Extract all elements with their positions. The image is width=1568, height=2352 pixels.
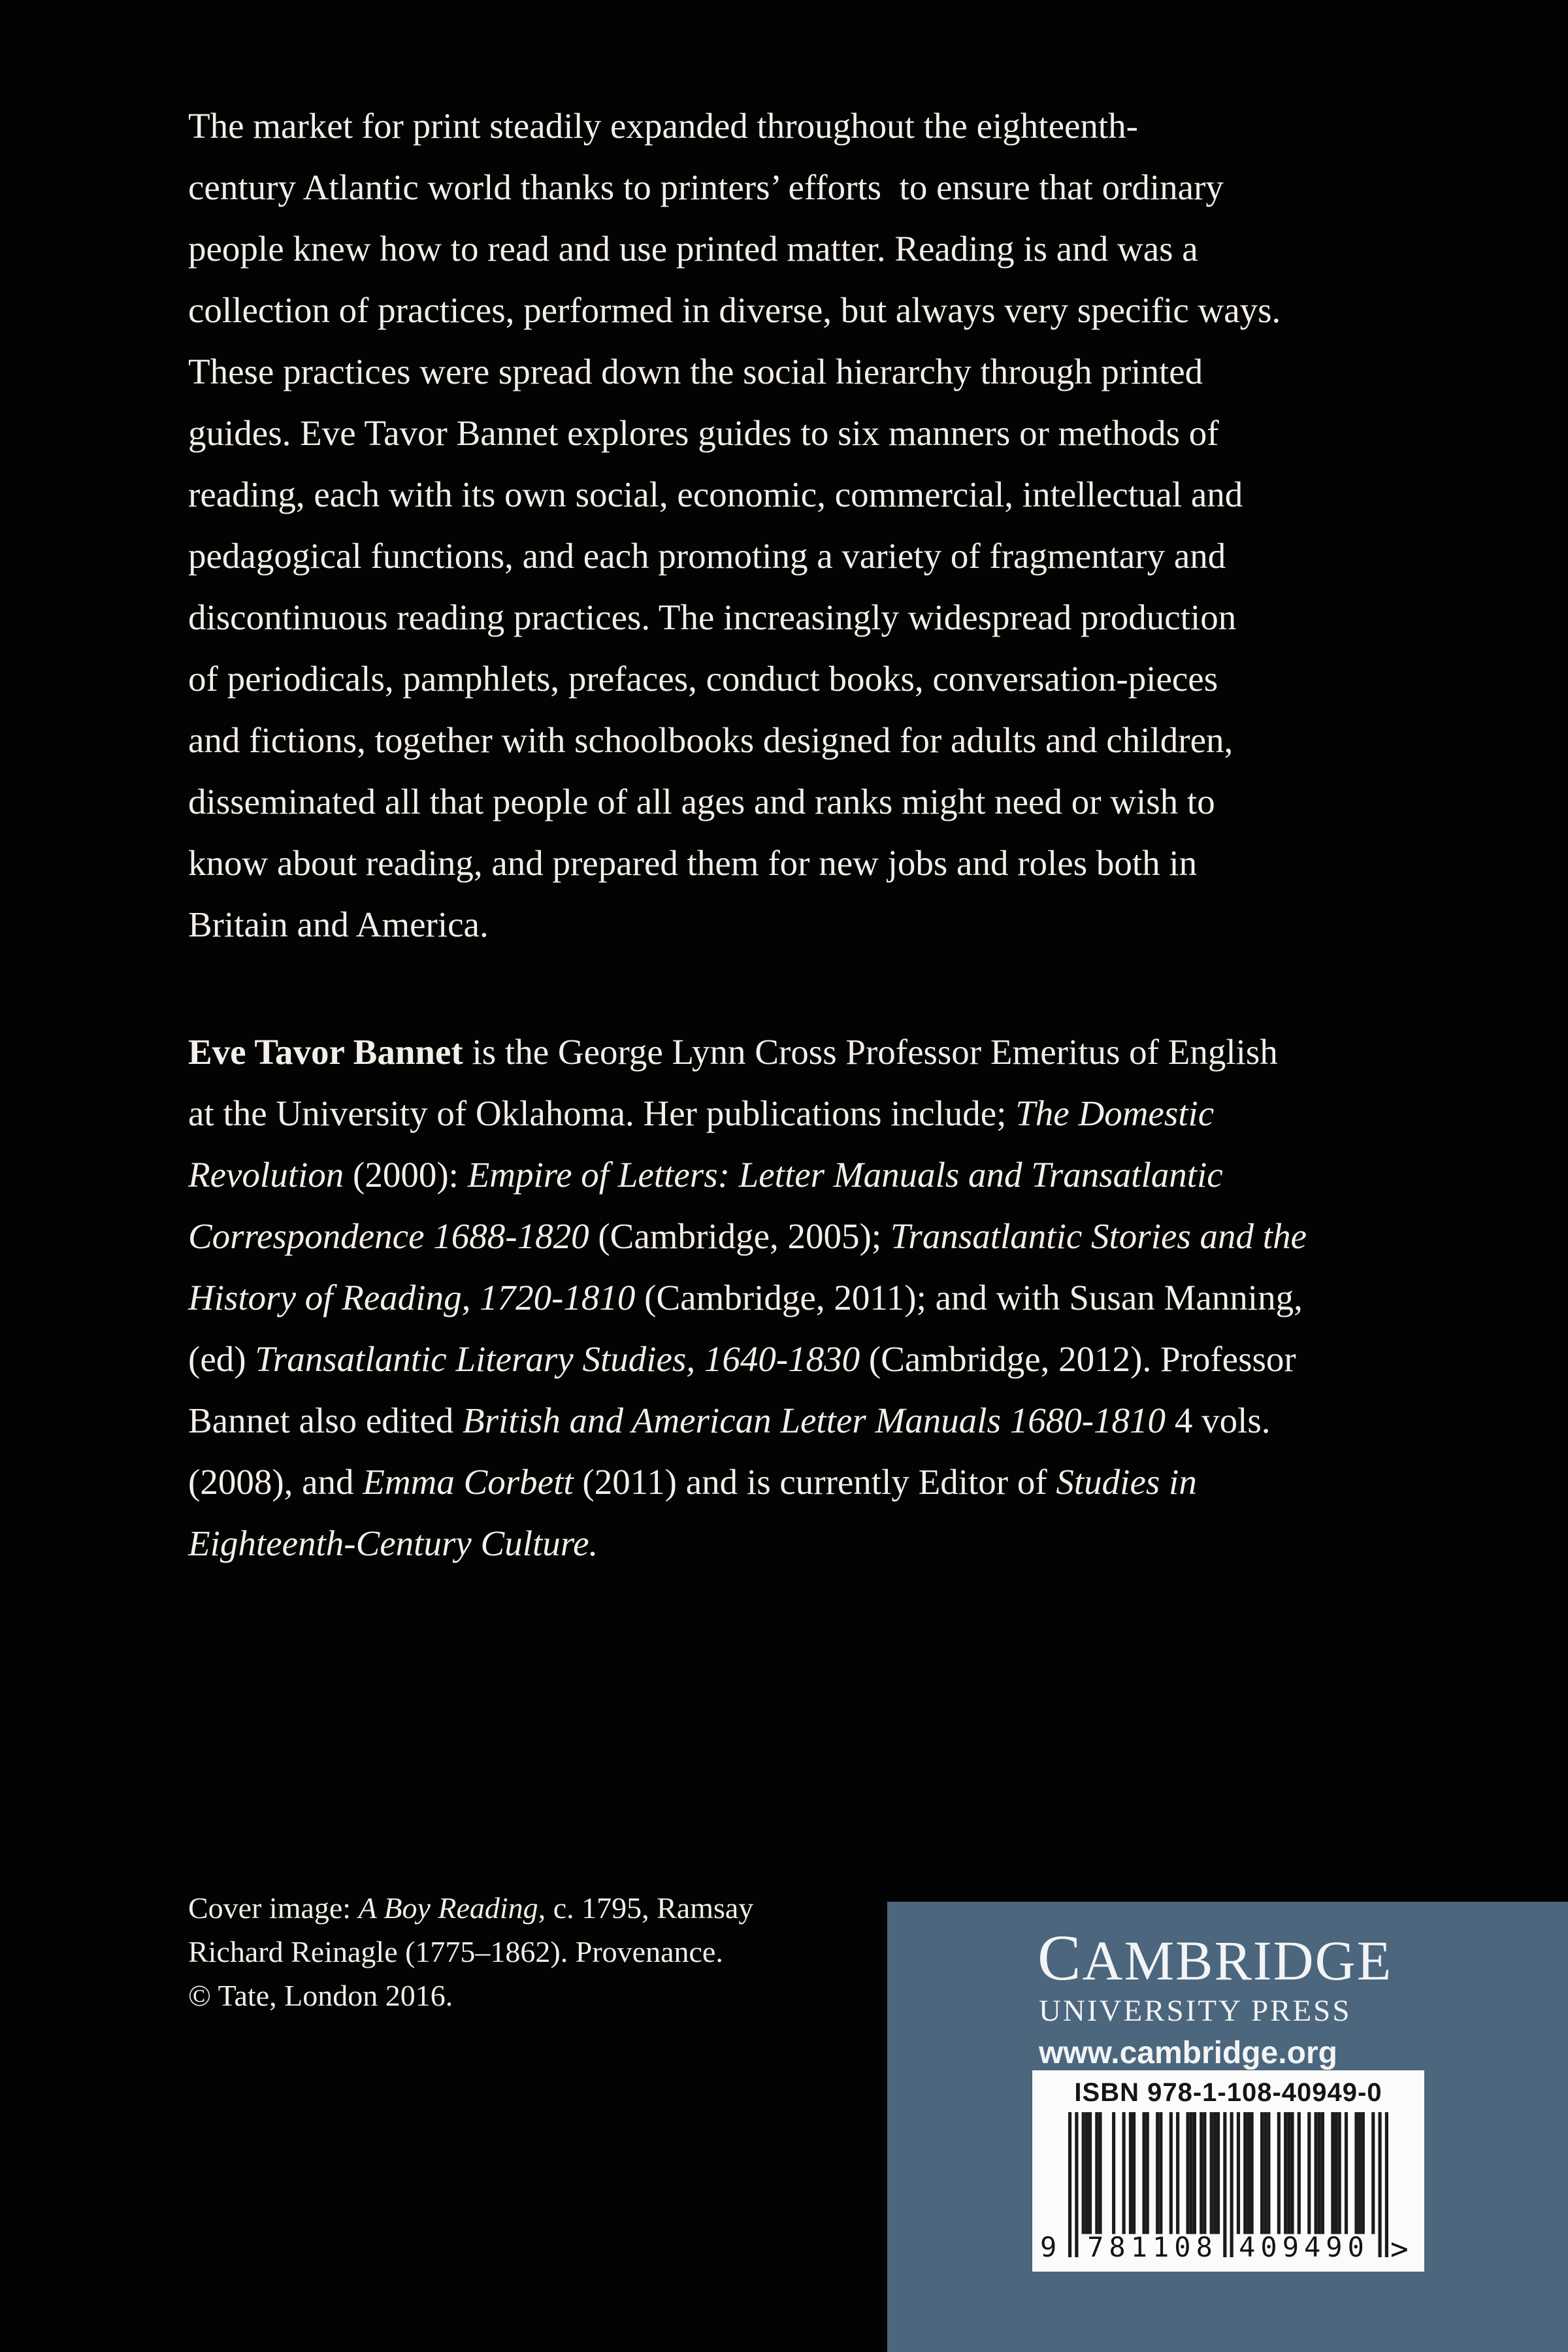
text-line: disseminated all that people of all ages and ranks might need or wish to <box>188 782 1215 821</box>
barcode-digits-right: 409490 <box>1239 2231 1369 2263</box>
text-line: pedagogical functions, and each promoting a variety of fragmentary and <box>188 536 1226 576</box>
publisher-panel <box>887 1902 1568 2352</box>
text-line: (2008), and Emma Corbett (2011) and is currently Editor of Studies in <box>188 1462 1197 1502</box>
text-line: guides. Eve Tavor Bannet explores guides to six manners or methods of <box>188 413 1219 453</box>
text-line: Eighteenth-Century Culture. <box>188 1523 598 1563</box>
publisher-website: www.cambridge.org <box>1039 2036 1337 2070</box>
text-line: discontinuous reading practices. The increasingly widespread production <box>188 597 1237 637</box>
text-line: History of Reading, 1720-1810 (Cambridge, 2011); and with Susan Manning, <box>188 1278 1303 1317</box>
text-line: Eve Tavor Bannet is the George Lynn Cross Professor Emeritus of English <box>188 1032 1278 1072</box>
text-line: Bannet also edited British and American Letter Manuals 1680-1810 4 vols. <box>188 1400 1271 1440</box>
text-line: people knew how to read and use printed matter. Reading is and was a <box>188 229 1198 269</box>
text-line: and fictions, together with schoolbooks designed for adults and children, <box>188 720 1233 760</box>
author-bio-paragraph <box>188 1021 1307 1574</box>
text-line: century Atlantic world thanks to printers’ efforts to ensure that ordinary <box>188 167 1224 207</box>
text-line: The market for print steadily expanded throughout the eighteenth- <box>188 106 1138 146</box>
text-line: reading, each with its own social, economic, commercial, intellectual and <box>188 474 1243 514</box>
barcode-digit-first: 9 <box>1040 2231 1057 2263</box>
cambridge-wordmark: CAMBRIDGE <box>1037 1921 1393 1994</box>
text-line: of periodicals, pamphlets, prefaces, conduct books, conversation-pieces <box>188 659 1218 699</box>
barcode-digits-left: 781108 <box>1087 2231 1218 2263</box>
isbn-barcode-block <box>1032 2070 1424 2272</box>
barcode-supplement-mark: > <box>1390 2231 1409 2266</box>
text-line: know about reading, and prepared them for new jobs and roles both in <box>188 843 1198 883</box>
isbn-number: ISBN 978-1-108-40949-0 <box>1074 2078 1382 2107</box>
text-line: (ed) Transatlantic Literary Studies, 1640-1830 (Cambridge, 2012). Professor <box>188 1339 1296 1379</box>
text-line: Cover image: A Boy Reading, c. 1795, Ramsay <box>188 1891 754 1925</box>
text-line: collection of practices, performed in diverse, but always very specific ways. <box>188 290 1281 330</box>
cover-image-credit <box>188 1886 753 2017</box>
text-line: at the University of Oklahoma. Her publications include; The Domestic <box>188 1093 1215 1133</box>
text-line: Correspondence 1688-1820 (Cambridge, 2005); Transatlantic Stories and the <box>188 1216 1307 1256</box>
text-line: Richard Reinagle (1775–1862). Provenance. <box>188 1935 723 1968</box>
text-line: These practices were spread down the social hierarchy through printed <box>188 352 1203 391</box>
text-line: Britain and America. <box>188 904 489 944</box>
synopsis-paragraph <box>188 95 1281 955</box>
university-press-wordmark: UNIVERSITY PRESS <box>1039 1994 1352 2028</box>
text-line: © Tate, London 2016. <box>188 1979 453 2012</box>
text-line: Revolution (2000): Empire of Letters: Letter Manuals and Transatlantic <box>188 1155 1223 1195</box>
